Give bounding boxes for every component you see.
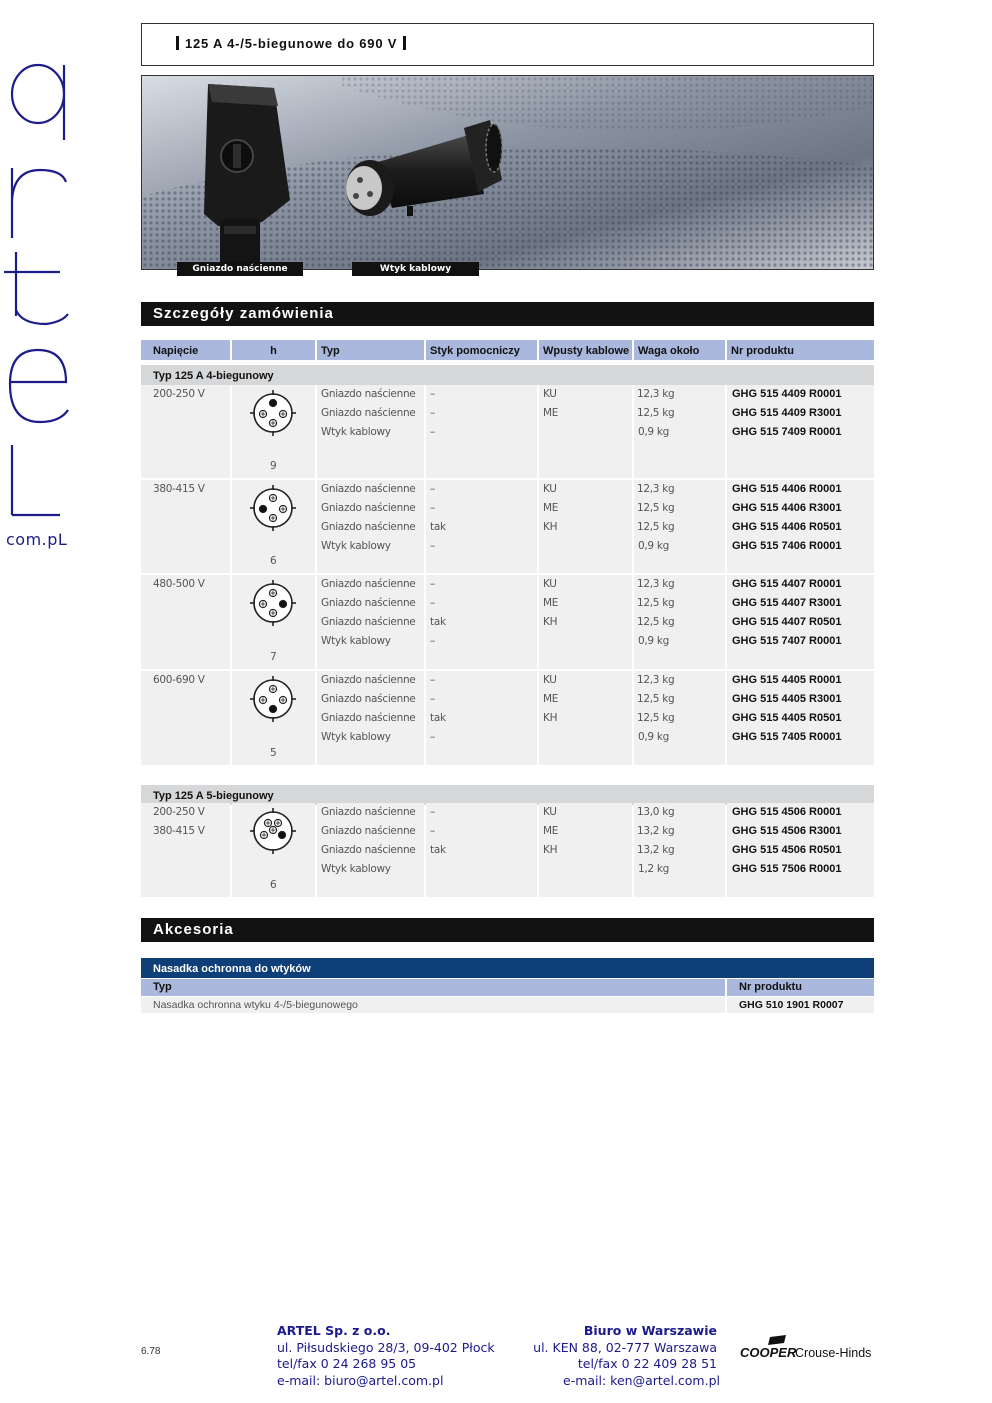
type-value: Gniazdo naścienne bbox=[321, 483, 416, 495]
aux-contact-value: – bbox=[430, 407, 435, 419]
weight-value: 0,9 kg bbox=[638, 426, 669, 438]
type-value: Wtyk kablowy bbox=[321, 635, 391, 647]
footer-address: ul. Piłsudskiego 28/3, 09-402 Płock bbox=[277, 1340, 495, 1355]
group-title-5-pole: Typ 125 A 5-biegunowy bbox=[141, 785, 874, 805]
footer-phone: tel/fax 0 24 268 95 05 bbox=[277, 1356, 417, 1371]
weight-value: 12,5 kg bbox=[637, 616, 675, 628]
weight-value: 13,2 kg bbox=[637, 844, 675, 856]
page-number: 6.78 bbox=[141, 1346, 161, 1357]
weight-value: 12,3 kg bbox=[637, 388, 675, 400]
accessory-header-product: Nr produktu bbox=[727, 979, 874, 996]
column-header: Napięcie bbox=[141, 340, 230, 360]
weight-value: 12,5 kg bbox=[637, 597, 675, 609]
aux-contact-value: – bbox=[430, 388, 435, 400]
table-header-row bbox=[141, 340, 874, 360]
product-number: GHG 515 7409 R0001 bbox=[732, 426, 842, 438]
pin-diagram bbox=[249, 389, 297, 442]
logo-url-text: com.pL bbox=[6, 530, 68, 549]
pin-diagram bbox=[249, 807, 297, 860]
cable-entry-value: KU bbox=[543, 388, 557, 400]
pin-layout-icon bbox=[249, 579, 297, 627]
weight-value: 12,3 kg bbox=[637, 674, 675, 686]
column-header: Wpusty kablowe bbox=[539, 340, 632, 360]
product-number: GHG 515 7405 R0001 bbox=[732, 731, 842, 743]
type-value: Gniazdo naścienne bbox=[321, 693, 416, 705]
column-header: h bbox=[232, 340, 315, 360]
brand-rest-text: Crouse-Hinds bbox=[795, 1346, 872, 1360]
aux-contact-value: tak bbox=[430, 616, 446, 628]
product-number: GHG 515 4406 R0501 bbox=[732, 521, 842, 533]
caption-wall-socket: Gniazdo naścienne bbox=[177, 262, 303, 276]
footer-office-email[interactable]: e-mail: ken@artel.com.pl bbox=[563, 1373, 720, 1388]
footer-office-phone: tel/fax 0 22 409 28 51 bbox=[577, 1356, 717, 1371]
voltage-value: 200-250 V bbox=[153, 806, 205, 818]
aux-contact-value: – bbox=[430, 674, 435, 686]
aux-contact-value: – bbox=[430, 731, 435, 743]
cable-entry-value: KH bbox=[543, 712, 558, 724]
weight-value: 12,5 kg bbox=[637, 502, 675, 514]
voltage-value: 380-415 V bbox=[153, 825, 205, 837]
aux-contact-value: – bbox=[430, 597, 435, 609]
aux-contact-value: – bbox=[430, 540, 435, 552]
table-block bbox=[141, 385, 874, 478]
table-block bbox=[141, 480, 874, 573]
product-number: GHG 515 4407 R0001 bbox=[732, 578, 842, 590]
aux-contact-value: – bbox=[430, 578, 435, 590]
footer-office: Biuro w Warszawie bbox=[583, 1323, 717, 1338]
brand-bold-text: COOPER bbox=[740, 1345, 797, 1360]
aux-contact-value: tak bbox=[430, 844, 446, 856]
product-photo-svg bbox=[142, 76, 874, 270]
aux-contact-value: – bbox=[430, 825, 435, 837]
weight-value: 12,3 kg bbox=[637, 578, 675, 590]
type-value: Gniazdo naścienne bbox=[321, 521, 416, 533]
footer-email[interactable]: e-mail: biuro@artel.com.pl bbox=[277, 1373, 444, 1388]
type-value: Gniazdo naścienne bbox=[321, 844, 416, 856]
product-number: GHG 515 4409 R3001 bbox=[732, 407, 842, 419]
cable-entry-value: KU bbox=[543, 674, 557, 686]
page-title bbox=[176, 36, 406, 51]
cable-entry-value: ME bbox=[543, 407, 559, 419]
type-value: Gniazdo naścienne bbox=[321, 388, 416, 400]
product-number: GHG 515 7407 R0001 bbox=[732, 635, 842, 647]
type-value: Wtyk kablowy bbox=[321, 731, 391, 743]
product-number: GHG 515 4405 R0501 bbox=[732, 712, 842, 724]
cable-entry-value: KH bbox=[543, 521, 558, 533]
product-number: GHG 515 4506 R3001 bbox=[732, 825, 842, 837]
product-photo bbox=[141, 75, 874, 270]
type-value: Gniazdo naścienne bbox=[321, 616, 416, 628]
type-value: Gniazdo naścienne bbox=[321, 597, 416, 609]
aux-contact-value: – bbox=[430, 635, 435, 647]
pin-layout-icon bbox=[249, 484, 297, 532]
type-value: Wtyk kablowy bbox=[321, 863, 391, 875]
h-value: 6 bbox=[270, 879, 277, 891]
cable-entry-value: KU bbox=[543, 806, 557, 818]
aux-contact-value: tak bbox=[430, 521, 446, 533]
aux-contact-value: – bbox=[430, 426, 435, 438]
product-number: GHG 515 7506 R0001 bbox=[732, 863, 842, 875]
table-block bbox=[141, 575, 874, 669]
accessory-product-number: GHG 510 1901 R0007 bbox=[727, 997, 874, 1013]
voltage-value: 380-415 V bbox=[153, 483, 205, 495]
type-value: Gniazdo naścienne bbox=[321, 806, 416, 818]
weight-value: 12,5 kg bbox=[637, 712, 675, 724]
product-number: GHG 515 4406 R3001 bbox=[732, 502, 842, 514]
product-number: GHG 515 4407 R3001 bbox=[732, 597, 842, 609]
pin-diagram bbox=[249, 579, 297, 632]
cable-entry-value: ME bbox=[543, 597, 559, 609]
artel-logo bbox=[0, 60, 80, 560]
footer-company: ARTEL Sp. z o.o. bbox=[277, 1323, 391, 1338]
accessory-header-type: Typ bbox=[141, 979, 725, 996]
page-title-text: 125 A 4-/5-biegunowe do 690 V bbox=[185, 36, 398, 51]
voltage-value: 200-250 V bbox=[153, 388, 205, 400]
h-value: 7 bbox=[270, 651, 277, 663]
product-number: GHG 515 4405 R0001 bbox=[732, 674, 842, 686]
cable-entry-value: KU bbox=[543, 483, 557, 495]
weight-value: 12,5 kg bbox=[637, 693, 675, 705]
type-value: Wtyk kablowy bbox=[321, 540, 391, 552]
column-header: Nr produktu bbox=[727, 340, 874, 360]
weight-value: 12,3 kg bbox=[637, 483, 675, 495]
product-number: GHG 515 4405 R3001 bbox=[732, 693, 842, 705]
pin-layout-icon bbox=[249, 389, 297, 437]
type-value: Wtyk kablowy bbox=[321, 426, 391, 438]
caption-cable-plug: Wtyk kablowy bbox=[352, 262, 479, 276]
header-box bbox=[141, 23, 874, 66]
footer-office-address: ul. KEN 88, 02-777 Warszawa bbox=[533, 1340, 717, 1355]
h-value: 9 bbox=[270, 460, 277, 472]
aux-contact-value: – bbox=[430, 502, 435, 514]
type-value: Gniazdo naścienne bbox=[321, 407, 416, 419]
cable-entry-value: ME bbox=[543, 502, 559, 514]
accessory-item: Nasadka ochronna wtyku 4-/5-biegunowego bbox=[141, 997, 725, 1013]
group-title-4-pole: Typ 125 A 4-biegunowy bbox=[141, 365, 874, 385]
type-value: Gniazdo naścienne bbox=[321, 578, 416, 590]
cable-entry-value: KU bbox=[543, 578, 557, 590]
type-value: Gniazdo naścienne bbox=[321, 502, 416, 514]
weight-value: 13,2 kg bbox=[637, 825, 675, 837]
type-value: Gniazdo naścienne bbox=[321, 674, 416, 686]
product-number: GHG 515 7406 R0001 bbox=[732, 540, 842, 552]
type-value: Gniazdo naścienne bbox=[321, 712, 416, 724]
cable-entry-value: ME bbox=[543, 825, 559, 837]
type-value: Gniazdo naścienne bbox=[321, 825, 416, 837]
product-number: GHG 515 4409 R0001 bbox=[732, 388, 842, 400]
weight-value: 13,0 kg bbox=[637, 806, 675, 818]
pin-layout-icon bbox=[249, 807, 297, 855]
cooper-mark-icon bbox=[740, 1335, 876, 1363]
weight-value: 1,2 kg bbox=[638, 863, 669, 875]
weight-value: 0,9 kg bbox=[638, 731, 669, 743]
cable-entry-value: KH bbox=[543, 844, 558, 856]
h-value: 6 bbox=[270, 555, 277, 567]
table-block bbox=[141, 803, 874, 897]
cooper-crouse-hinds-logo bbox=[740, 1335, 876, 1363]
weight-value: 0,9 kg bbox=[638, 540, 669, 552]
cable-entry-value: ME bbox=[543, 693, 559, 705]
aux-contact-value: – bbox=[430, 806, 435, 818]
column-header: Typ bbox=[317, 340, 424, 360]
weight-value: 12,5 kg bbox=[637, 407, 675, 419]
weight-value: 0,9 kg bbox=[638, 635, 669, 647]
cable-entry-value: KH bbox=[543, 616, 558, 628]
weight-value: 12,5 kg bbox=[637, 521, 675, 533]
pin-layout-icon bbox=[249, 675, 297, 723]
aux-contact-value: tak bbox=[430, 712, 446, 724]
product-number: GHG 515 4407 R0501 bbox=[732, 616, 842, 628]
product-number: GHG 515 4506 R0001 bbox=[732, 806, 842, 818]
section-accessories: Akcesoria bbox=[141, 918, 874, 942]
pin-diagram bbox=[249, 675, 297, 728]
aux-contact-value: – bbox=[430, 483, 435, 495]
column-header: Styk pomocniczy bbox=[426, 340, 537, 360]
table-cell-bg bbox=[426, 385, 537, 478]
product-number: GHG 515 4406 R0001 bbox=[732, 483, 842, 495]
pin-diagram bbox=[249, 484, 297, 537]
product-number: GHG 515 4506 R0501 bbox=[732, 844, 842, 856]
h-value: 5 bbox=[270, 747, 277, 759]
voltage-value: 600-690 V bbox=[153, 674, 205, 686]
section-order-details: Szczegóły zamówienia bbox=[141, 302, 874, 326]
aux-contact-value: – bbox=[430, 693, 435, 705]
accessory-group-title: Nasadka ochronna do wtyków bbox=[141, 958, 874, 978]
table-block bbox=[141, 671, 874, 765]
voltage-value: 480-500 V bbox=[153, 578, 205, 590]
column-header: Waga około bbox=[634, 340, 725, 360]
